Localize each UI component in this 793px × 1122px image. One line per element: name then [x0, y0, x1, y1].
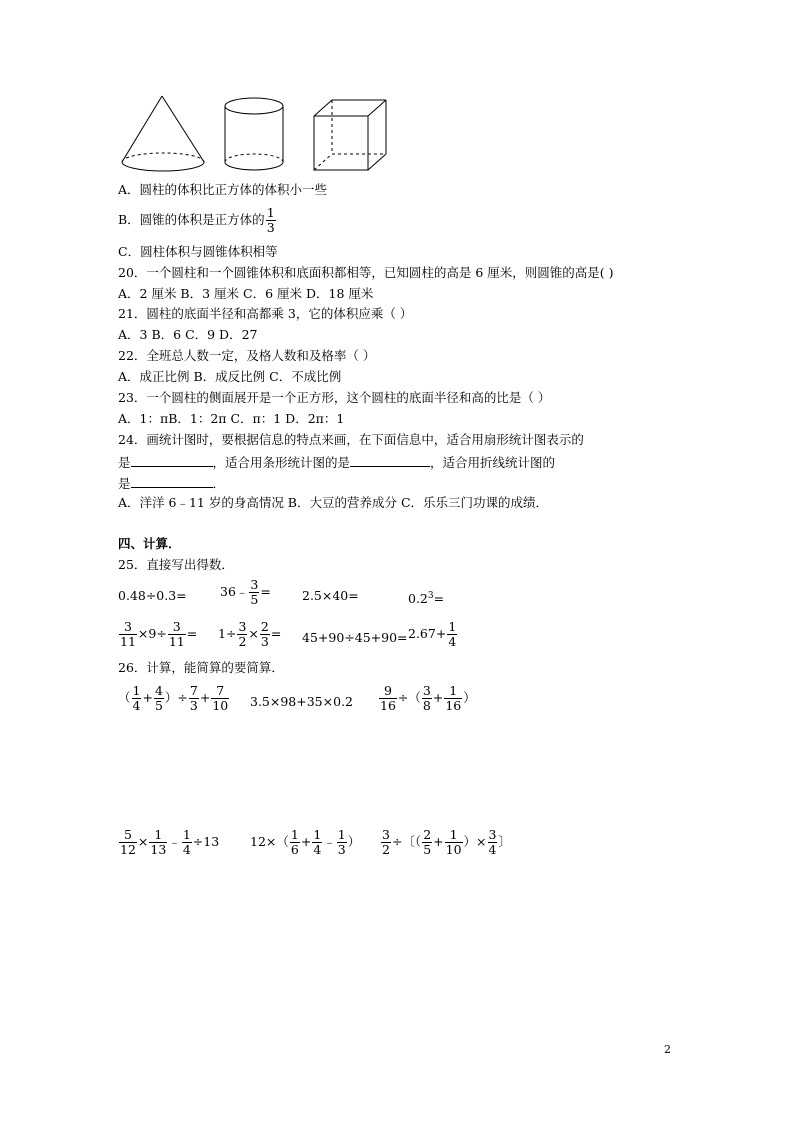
expr-text: ×	[137, 834, 149, 849]
fraction	[422, 828, 432, 857]
q21-options: A．3 B．6 C．9 D．27	[118, 327, 258, 342]
expr-text: =	[433, 591, 445, 607]
q25-expr-8	[408, 620, 458, 649]
numerator: 2	[260, 619, 269, 634]
fraction	[168, 620, 186, 649]
fraction	[447, 620, 457, 649]
denominator: 4	[182, 842, 191, 857]
q25-expr-4	[408, 588, 444, 607]
expr-text: 1÷	[218, 626, 237, 641]
expr-text: ×	[248, 626, 259, 641]
numerator: 1	[290, 827, 299, 842]
fraction	[290, 828, 300, 857]
q19-option-a: A．圆柱的体积比正方体的体积小一些	[118, 182, 328, 197]
expr-text: +	[142, 690, 153, 705]
expr-text: 0.2	[408, 591, 428, 607]
q25-question: 25．直接写出得数．	[118, 557, 234, 572]
numerator: 9	[379, 684, 397, 699]
q24-text: ，适合用折线统计图的	[430, 455, 556, 470]
q25-expr-2	[220, 578, 271, 607]
q25-expr-3: 2.5×40=	[302, 588, 359, 603]
numerator: 1	[313, 827, 322, 842]
cube-figure	[314, 100, 386, 170]
numerator: 1	[444, 684, 462, 699]
q19-option-b	[118, 206, 277, 235]
denominator: 4	[488, 842, 497, 857]
fraction	[266, 206, 276, 235]
q26-expr-b: 3.5×98+35×0.2	[250, 694, 353, 709]
expr-text: 2.67+	[408, 626, 447, 641]
q22-question: 22．全班总人数一定，及格人数和及格率（ ）	[118, 348, 376, 363]
q24-line3	[118, 474, 225, 492]
denominator: 3	[266, 220, 275, 235]
numerator: 2	[423, 827, 432, 842]
expr-text: ）	[463, 690, 476, 705]
fraction	[211, 684, 229, 713]
numerator: 5	[119, 828, 137, 843]
expr-text: +	[300, 834, 312, 849]
fraction	[337, 828, 347, 857]
expr-text: ×9÷	[137, 626, 167, 641]
numerator: 1	[149, 828, 167, 843]
q21-question: 21．圆柱的底面半径和高都乘 3，它的体积应乘（ ）	[118, 306, 413, 321]
denominator: 3	[189, 698, 198, 713]
expr-text: （	[118, 690, 131, 705]
numerator: 1	[266, 205, 275, 220]
expr-text: ÷13	[192, 834, 220, 849]
fraction	[488, 828, 498, 857]
denominator: 8	[422, 698, 431, 713]
answer-blank-2[interactable]	[350, 453, 430, 467]
fraction	[249, 578, 259, 607]
denominator: 5	[250, 592, 259, 607]
denominator: 12	[120, 842, 136, 857]
expr-text: ）×	[463, 834, 487, 849]
fraction	[422, 684, 432, 713]
numerator: 1	[445, 828, 463, 843]
expr-text: =	[270, 626, 282, 641]
q23-options: A．1：πB．1：2π C．π：1 D．2π：1	[118, 411, 345, 426]
fraction	[154, 684, 164, 713]
fraction	[312, 828, 322, 857]
q19-option-c: C．圆柱体积与圆锥体积相等	[118, 244, 278, 259]
expr-text: +	[199, 690, 211, 705]
fraction	[149, 828, 167, 857]
expr-text: 〕	[498, 834, 511, 849]
fraction	[119, 620, 137, 649]
denominator: 5	[154, 698, 163, 713]
fraction	[260, 620, 270, 649]
q26-question: 26．计算，能简算的要简算．	[118, 660, 284, 675]
expr-text: =	[186, 626, 198, 641]
q24-line2	[118, 453, 555, 471]
q24-line1: 24．画统计图时，要根据信息的特点来画，在下面信息中，适合用扇形统计图表示的	[118, 432, 584, 447]
denominator: 2	[238, 634, 247, 649]
numerator: 3	[168, 620, 186, 635]
numerator: 1	[448, 619, 457, 634]
denominator: 2	[382, 842, 390, 857]
numerator: 3	[238, 619, 247, 634]
numerator: 3	[382, 827, 390, 842]
expr-text: ）÷	[164, 690, 188, 705]
numerator: 7	[189, 683, 198, 698]
numerator: 3	[422, 683, 431, 698]
exponent: 3	[427, 591, 434, 601]
expr-text: ）	[347, 834, 361, 849]
q20-options: A．2 厘米 B．3 厘米 C．6 厘米 D．18 厘米	[118, 286, 374, 301]
q24-text: ．	[212, 476, 226, 491]
expr-text: 12×（	[250, 834, 289, 849]
q24-text: ，适合用条形统计图的是	[212, 455, 351, 470]
q24-options: A．洋洋 6﹣11 岁的身高情况 B．大豆的营养成分 C．乐乐三门功课的成绩．	[118, 495, 549, 510]
cylinder-figure	[225, 98, 283, 170]
expr-text: +	[433, 834, 444, 849]
denominator: 4	[448, 634, 457, 649]
numerator: 7	[211, 684, 229, 699]
q22-options: A．成正比例 B．成反比例 C．不成比例	[118, 369, 342, 384]
denominator: 10	[445, 842, 462, 857]
fraction	[379, 684, 397, 713]
q25-expr-1: 0.48÷0.3=	[118, 588, 187, 603]
fraction	[182, 828, 192, 857]
fraction	[132, 684, 142, 713]
q25-expr-5	[118, 620, 197, 649]
q25-expr-7: 45+90÷45+90=	[302, 630, 408, 645]
fraction	[381, 828, 391, 857]
q26-expr-f	[380, 828, 511, 857]
expr-text: =	[260, 584, 271, 599]
answer-blank-1[interactable]	[131, 453, 213, 467]
denominator: 3	[337, 842, 346, 857]
denominator: 5	[423, 842, 432, 857]
numerator: 4	[154, 683, 163, 698]
expr-text: ﹣	[323, 834, 336, 849]
fraction	[119, 828, 137, 857]
fraction	[444, 684, 462, 713]
numerator: 3	[488, 827, 497, 842]
denominator: 4	[132, 698, 141, 713]
numerator: 1	[337, 827, 346, 842]
page-number: 2	[664, 1043, 671, 1056]
denominator: 16	[445, 698, 462, 713]
denominator: 11	[168, 634, 185, 649]
q25-expr-6	[218, 620, 281, 649]
denominator: 3	[260, 634, 269, 649]
expr-text: +	[432, 690, 444, 705]
numerator: 3	[250, 577, 259, 592]
q26-expr-c	[378, 684, 476, 713]
expr-text: ﹣	[168, 834, 181, 849]
q19-option-b-text: B．圆锥的体积是正方体的	[118, 212, 265, 227]
q26-expr-d	[118, 828, 219, 857]
expr-text: ÷〔（	[391, 834, 422, 849]
fraction	[237, 620, 247, 649]
numerator: 3	[119, 620, 137, 635]
denominator: 6	[290, 842, 299, 857]
q24-text: 是	[118, 476, 131, 491]
q26-expr-a	[118, 684, 230, 713]
expr-text: 36﹣	[220, 584, 249, 599]
denominator: 16	[380, 698, 396, 713]
denominator: 4	[313, 842, 322, 857]
q24-text: 是	[118, 455, 131, 470]
section-title: 四、计算．	[118, 536, 181, 551]
q23-question: 23．一个圆柱的侧面展开是一个正方形，这个圆柱的底面半径和高的比是（ ）	[118, 390, 551, 405]
denominator: 10	[212, 698, 229, 713]
expr-text: ÷（	[397, 690, 421, 705]
q20-question: 20．一个圆柱和一个圆锥体积和底面积都相等，已知圆柱的高是 6 厘米，则圆锥的高是( )	[118, 265, 614, 280]
denominator: 13	[150, 842, 167, 857]
geometry-figures	[110, 92, 400, 180]
numerator: 1	[182, 827, 191, 842]
denominator: 11	[120, 634, 136, 649]
fraction	[445, 828, 463, 857]
answer-blank-3[interactable]	[131, 474, 213, 488]
q26-expr-e	[250, 828, 360, 857]
numerator: 1	[132, 683, 141, 698]
fraction	[189, 684, 199, 713]
cone-figure	[122, 96, 204, 171]
